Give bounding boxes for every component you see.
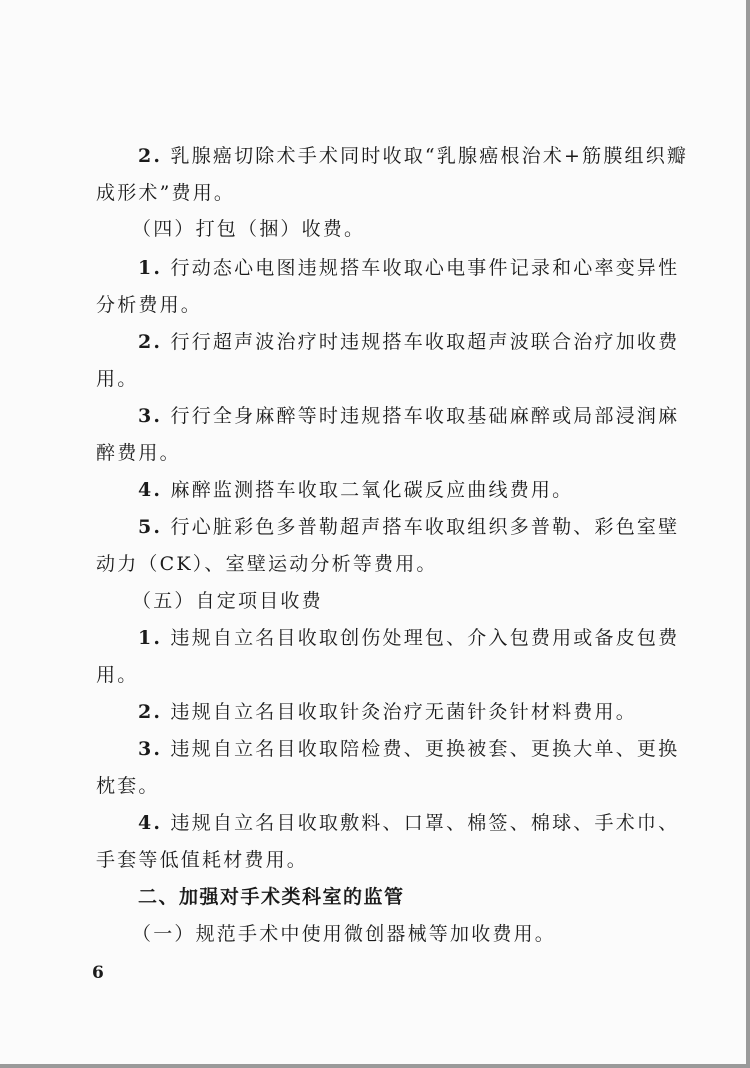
section-heading <box>132 217 365 241</box>
line-text: 麻醉监测搭车收取二氧化碳反应曲线费用。 <box>170 479 574 501</box>
text-line <box>138 737 679 761</box>
text-line <box>138 626 679 650</box>
text-line <box>96 181 235 205</box>
item-number: 2. <box>138 145 163 167</box>
text-line <box>96 367 138 391</box>
item-number: 2. <box>138 701 163 723</box>
line-text: 分析费用。 <box>96 294 203 316</box>
line-text: 行行超声波治疗时违规搭车收取超声波联合治疗加收费 <box>170 331 680 353</box>
text-line <box>138 811 679 835</box>
item-number: 5. <box>138 516 163 538</box>
line-text: 动力（CK）、室壁运动分析等费用。 <box>96 553 438 575</box>
text-line <box>138 404 679 428</box>
text-line <box>138 144 688 168</box>
line-text: 成形术”费用。 <box>96 182 236 204</box>
page-number: 6 <box>92 963 104 983</box>
text-line <box>138 478 573 502</box>
line-text: 乳腺癌切除术手术同时收取“乳腺癌根治术+筋膜组织瓣 <box>170 145 689 167</box>
text-line <box>138 700 637 724</box>
line-text: （一）规范手术中使用微创器械等加收费用。 <box>132 923 557 945</box>
item-number: 4. <box>138 479 163 501</box>
line-text: 枕套。 <box>96 775 160 797</box>
text-line <box>138 515 679 539</box>
item-number: 3. <box>138 405 163 427</box>
line-text: 手套等低值耗材费用。 <box>96 849 309 871</box>
text-line <box>138 330 679 354</box>
line-text: 违规自立名目收取敷料、口罩、棉签、棉球、手术巾、 <box>170 812 680 834</box>
line-text: （四）打包（捆）收费。 <box>132 218 366 240</box>
text-line <box>96 848 308 872</box>
section-heading <box>132 922 556 946</box>
line-text: 醉费用。 <box>96 442 181 464</box>
line-text: 行心脏彩色多普勒超声搭车收取组织多普勒、彩色室壁 <box>170 516 680 538</box>
line-text: 行行全身麻醉等时违规搭车收取基础麻醉或局部浸润麻 <box>170 405 680 427</box>
text-line <box>96 774 160 798</box>
section-heading <box>132 589 323 613</box>
item-number: 2. <box>138 331 163 353</box>
line-text: 违规自立名目收取陪检费、更换被套、更换大单、更换 <box>170 738 680 760</box>
line-text: 行动态心电图违规搭车收取心电事件记录和心率变异性 <box>170 257 680 279</box>
text-line <box>96 293 202 317</box>
line-text: 违规自立名目收取针灸治疗无菌针灸针材料费用。 <box>170 701 637 723</box>
item-number: 1. <box>138 257 163 279</box>
chapter-heading <box>138 885 405 909</box>
item-number: 1. <box>138 627 163 649</box>
item-number: 4. <box>138 812 163 834</box>
line-text: 二、加强对手术类科室的监管 <box>138 886 405 908</box>
line-text: 用。 <box>96 664 139 686</box>
line-text: （五）自定项目收费 <box>132 590 323 612</box>
item-number: 3. <box>138 738 163 760</box>
text-line <box>96 441 181 465</box>
line-text: 违规自立名目收取创伤处理包、介入包费用或备皮包费 <box>170 627 680 649</box>
text-line <box>138 256 679 280</box>
text-line <box>96 552 438 576</box>
text-line <box>96 663 138 687</box>
line-text: 用。 <box>96 368 139 390</box>
